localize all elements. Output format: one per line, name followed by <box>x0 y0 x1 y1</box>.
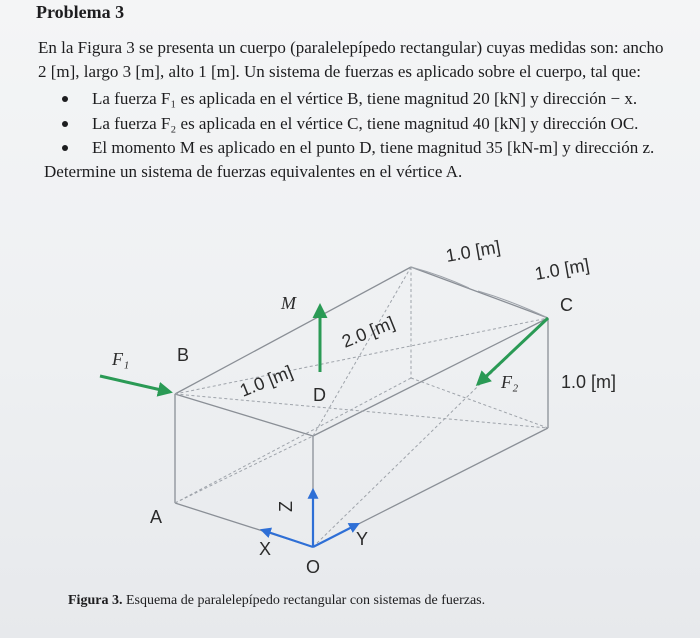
caption-prefix: Figura 3. <box>68 593 123 608</box>
edge-top-back <box>411 267 548 318</box>
dimension-diagonal: 2.0 [m] <box>339 312 398 352</box>
figure-caption <box>68 593 485 609</box>
label-y: Y <box>356 529 369 549</box>
statement-line-1: En la Figura 3 se presenta un cuerpo (paralelepípedo rectangular) cuyas medidas son: ancho <box>38 38 664 57</box>
label-c: C <box>560 295 573 315</box>
label-o: O <box>306 557 321 577</box>
label-a: A <box>150 507 163 527</box>
task-statement: Determine un sistema de fuerzas equivalentes en el vértice A. <box>44 162 463 181</box>
box-edges <box>175 267 548 547</box>
caption-text: Esquema de paralelepípedo rectangular con sistemas de fuerzas. <box>122 593 486 608</box>
label-d: D <box>313 385 326 405</box>
force-f1-arrow <box>100 376 170 392</box>
force-item-f2: La fuerza F₂ es aplicada en el vértice C, tiene magnitud 40 [kN] y dirección OC. <box>62 112 654 137</box>
dimension-top-1: 1.0 [m] <box>444 236 502 266</box>
axis-y-arrow <box>313 524 358 547</box>
label-f2: F₂ <box>501 372 519 392</box>
label-f1: F₁ <box>112 349 130 369</box>
problem-title: Problema 3 <box>36 2 125 22</box>
label-z: Z <box>276 501 296 512</box>
label-m: M <box>281 293 296 313</box>
label-b: B <box>177 345 190 365</box>
force-item-f1: La fuerza F₁ es aplicada en el vértice B, tiene magnitud 20 [kN] y dirección − x. <box>62 87 654 112</box>
dimension-right: 1.0 [m] <box>561 372 617 392</box>
label-x: X <box>259 539 272 559</box>
hidden-face-diagonal <box>175 436 313 503</box>
moment-item-m: El momento M es aplicado en el punto D, tiene magnitud 35 [kN-m] y dirección z. <box>62 136 654 161</box>
dimension-left: 1.0 [m] <box>237 361 296 401</box>
hidden-bottom-back <box>411 378 548 428</box>
statement-line-2: 2 [m], largo 3 [m], alto 1 [m]. Un sistema de fuerzas es aplicado sobre el cuerpo, tal que: <box>38 62 641 81</box>
dimension-top-2: 1.0 [m] <box>533 254 591 284</box>
hidden-lines <box>175 267 548 547</box>
